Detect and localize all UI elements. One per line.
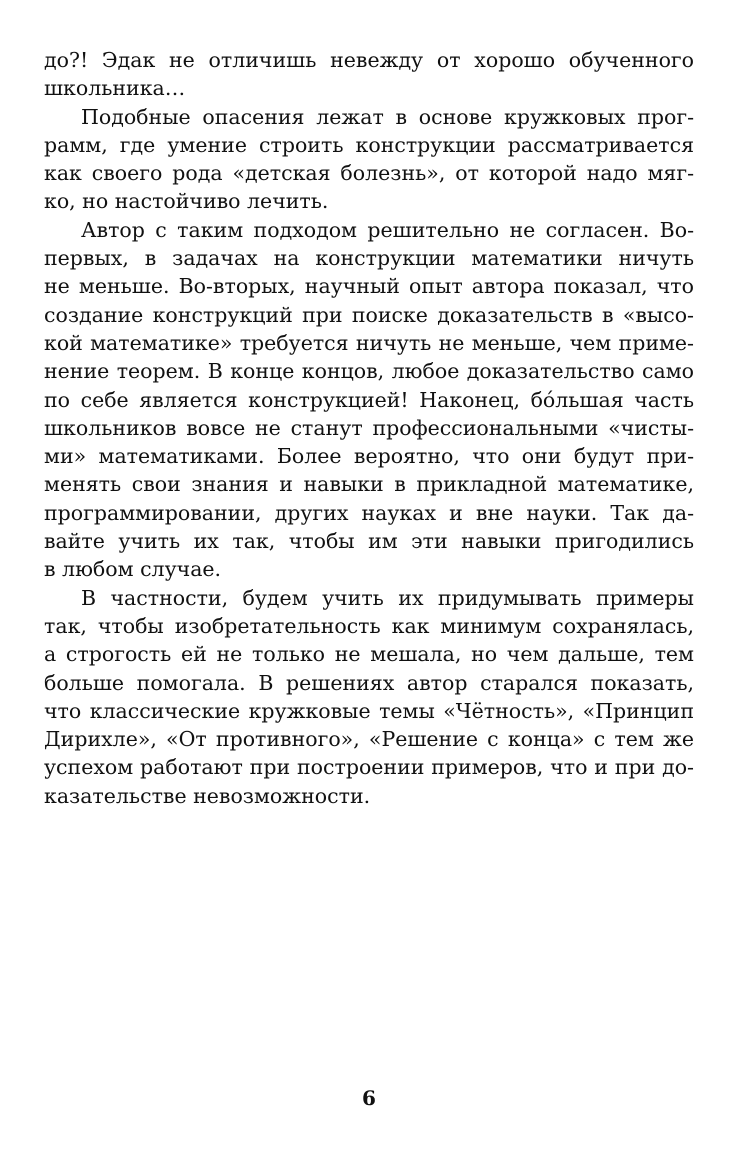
text-line: рамм, где умение строить конструкции рассматривается <box>44 132 694 157</box>
text-line: в любом случае. <box>44 557 222 582</box>
text-line: не меньше. Во-вторых, научный опыт автора показал, что <box>44 274 694 299</box>
text-line: так, чтобы изобретательность как минимум сохранялась, <box>44 613 694 638</box>
text-line: Дирихле», «От противного», «Решение с конца» с тем же <box>44 727 694 752</box>
text-line: вайте учить их так, чтобы им эти навыки пригодились <box>44 529 694 554</box>
text-line: а строгость ей не только не мешала, но чем дальше, тем <box>44 642 694 667</box>
text-line: ко, но настойчиво лечить. <box>44 189 329 214</box>
text-line: больше помогала. В решениях автор старался показать, <box>44 670 694 695</box>
text-line: что классические кружковые темы «Чётность», «Принцип <box>44 698 694 723</box>
text-line: по себе является конструкцией! Наконец, бóльшая часть <box>44 387 694 412</box>
body-text <box>44 46 694 810</box>
paragraph <box>44 584 694 810</box>
page-number: 6 <box>362 1086 376 1110</box>
text-line: нение теорем. В конце концов, любое доказательство само <box>44 359 694 384</box>
paragraph <box>44 103 694 216</box>
paragraph <box>44 216 694 584</box>
text-line: В частности, будем учить их придумывать примеры <box>81 585 694 610</box>
text-line: как своего рода «детская болезнь», от которой надо мяг- <box>44 161 694 186</box>
text-line: до?! Эдак не отличишь невежду от хорошо обученного <box>44 48 694 72</box>
text-line: кой математике» требуется ничуть не меньше, чем приме- <box>44 330 694 355</box>
text-line: создание конструкций при поиске доказательств в «высо- <box>44 302 694 327</box>
text-line: ми» математиками. Более вероятно, что они будут при- <box>44 444 694 469</box>
text-line: школьников вовсе не станут профессиональными «чисты- <box>44 415 694 440</box>
text-line: Автор с таким подходом решительно не согласен. Во- <box>81 217 694 242</box>
text-line: школьника… <box>44 76 186 101</box>
text-line: Подобные опасения лежат в основе кружковых прог- <box>81 104 694 129</box>
text-line: успехом работают при построении примеров, что и при до- <box>44 755 694 780</box>
text-line: программировании, других науках и вне науки. Так да- <box>44 500 694 525</box>
text-line: первых, в задачах на конструкции математики ничуть <box>44 246 694 271</box>
text-line: казательстве невозможности. <box>44 783 371 808</box>
text-line: менять свои знания и навыки в прикладной математике, <box>44 472 694 497</box>
paragraph <box>44 46 694 103</box>
